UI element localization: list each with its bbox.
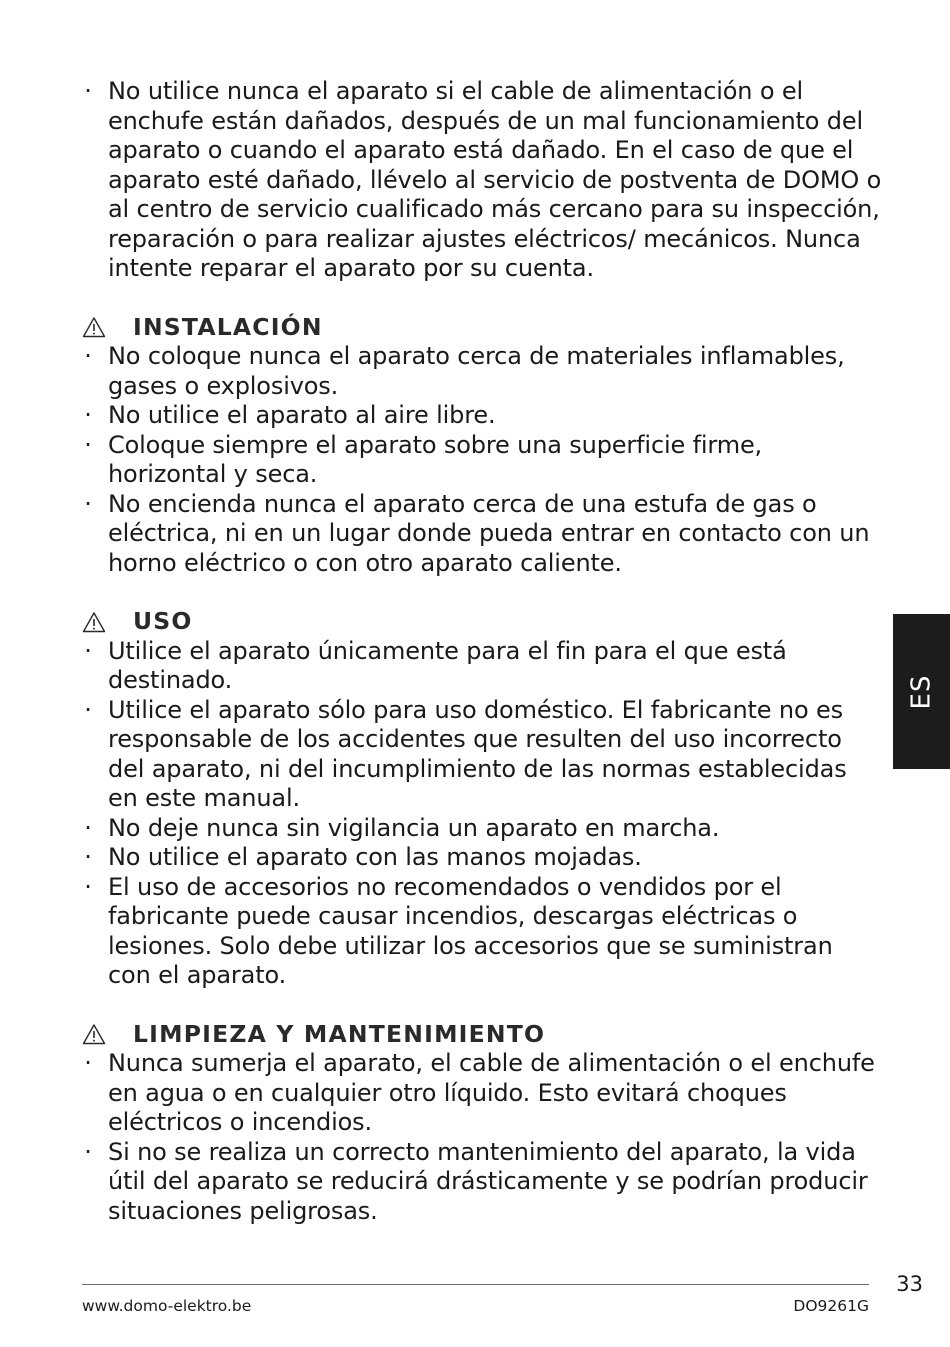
item-text: No encienda nunca el aparato cerca de una estufa de gas o eléctrica, ni en un lugar donde pueda entrar en contacto con un horno eléctrico o con otro aparato caliente. (108, 489, 870, 577)
bullet: · (84, 430, 92, 459)
section-title: INSTALACIÓN (133, 312, 323, 341)
bullet: · (84, 695, 92, 724)
item-text: Utilice el aparato únicamente para el fin para el que está destinado. (108, 636, 787, 694)
list-item (82, 873, 882, 991)
section-list (82, 637, 882, 991)
list-item (82, 1138, 882, 1227)
section-uso (82, 607, 882, 991)
page-number: 33 (896, 1272, 923, 1296)
bullet: · (84, 872, 92, 901)
section-heading (82, 313, 882, 343)
section-list (82, 1049, 882, 1226)
bullet: · (84, 342, 92, 370)
list-item (82, 843, 882, 873)
item-text: No coloque nunca el aparato cerca de materiales inflamables, gases o explosivos. (108, 342, 845, 400)
list-item (82, 77, 882, 284)
item-text: Si no se realiza un correcto mantenimiento del aparato, la vida útil del aparato se reducirá drásticamente y se podrían producir situaciones peligrosas. (108, 1137, 868, 1225)
bullet: · (84, 636, 92, 665)
manual-content (82, 77, 882, 1226)
bullet: · (84, 813, 92, 842)
list-item (82, 696, 882, 814)
section-heading (82, 1020, 882, 1050)
list-item (82, 490, 882, 579)
footer-divider (82, 1284, 869, 1285)
section-heading (82, 607, 882, 637)
bullet: · (84, 1049, 92, 1077)
section-instalacion (82, 313, 882, 579)
bullet: · (84, 1137, 92, 1166)
bullet: · (84, 489, 92, 518)
item-text: No utilice el aparato con las manos mojadas. (108, 843, 642, 871)
item-text: Utilice el aparato sólo para uso doméstico. El fabricante no es responsable de los accidentes que resulten del uso incorrecto del aparato, ni del incumplimiento de las normas establecidas en este manual. (108, 695, 847, 812)
bullet: · (84, 401, 92, 429)
item-text: El uso de accesorios no recomendados o vendidos por el fabricante puede causar incendios, descargas eléctricas o lesiones. Solo debe utilizar los accesorios que se suministran con el aparato. (108, 872, 833, 989)
item-text: No utilice nunca el aparato si el cable de alimentación o el enchufe están dañados, después de un mal funcionamiento del aparato o cuando el aparato está dañado. En el caso de que el aparato esté dañado, llévelo al servicio de postventa de DOMO o al centro de servicio cualificado más cercano para su inspección, reparación o para realizar ajustes eléctricos/ mecánicos. Nunca intente reparar el aparato por su cuenta. (108, 77, 882, 282)
list-item (82, 401, 882, 431)
bullet: · (84, 843, 92, 871)
footer-url: www.domo-elektro.be (82, 1297, 252, 1315)
list-item (82, 814, 882, 844)
section-list (82, 342, 882, 578)
item-text: No deje nunca sin vigilancia un aparato en marcha. (108, 813, 720, 842)
intro-list (82, 77, 882, 284)
list-item (82, 342, 882, 401)
item-text: Coloque siempre el aparato sobre una superficie firme, horizontal y seca. (108, 430, 763, 488)
warning-triangle-icon (82, 611, 106, 633)
bullet: · (84, 77, 92, 105)
section-limpieza (82, 1020, 882, 1227)
section-title: USO (133, 607, 193, 635)
section-title: LIMPIEZA Y MANTENIMIENTO (133, 1019, 546, 1048)
warning-triangle-icon (82, 316, 106, 338)
item-text: No utilice el aparato al aire libre. (108, 401, 496, 429)
warning-triangle-icon (82, 1023, 106, 1045)
list-item (82, 637, 882, 696)
list-item (82, 1049, 882, 1138)
language-tab (893, 614, 950, 769)
item-text: Nunca sumerja el aparato, el cable de alimentación o el enchufe en agua o en cualquier otro líquido. Esto evitará choques eléctricos o incendios. (108, 1049, 875, 1136)
list-item (82, 431, 882, 490)
language-label: ES (906, 674, 937, 709)
footer-model: DO9261G (793, 1297, 869, 1315)
